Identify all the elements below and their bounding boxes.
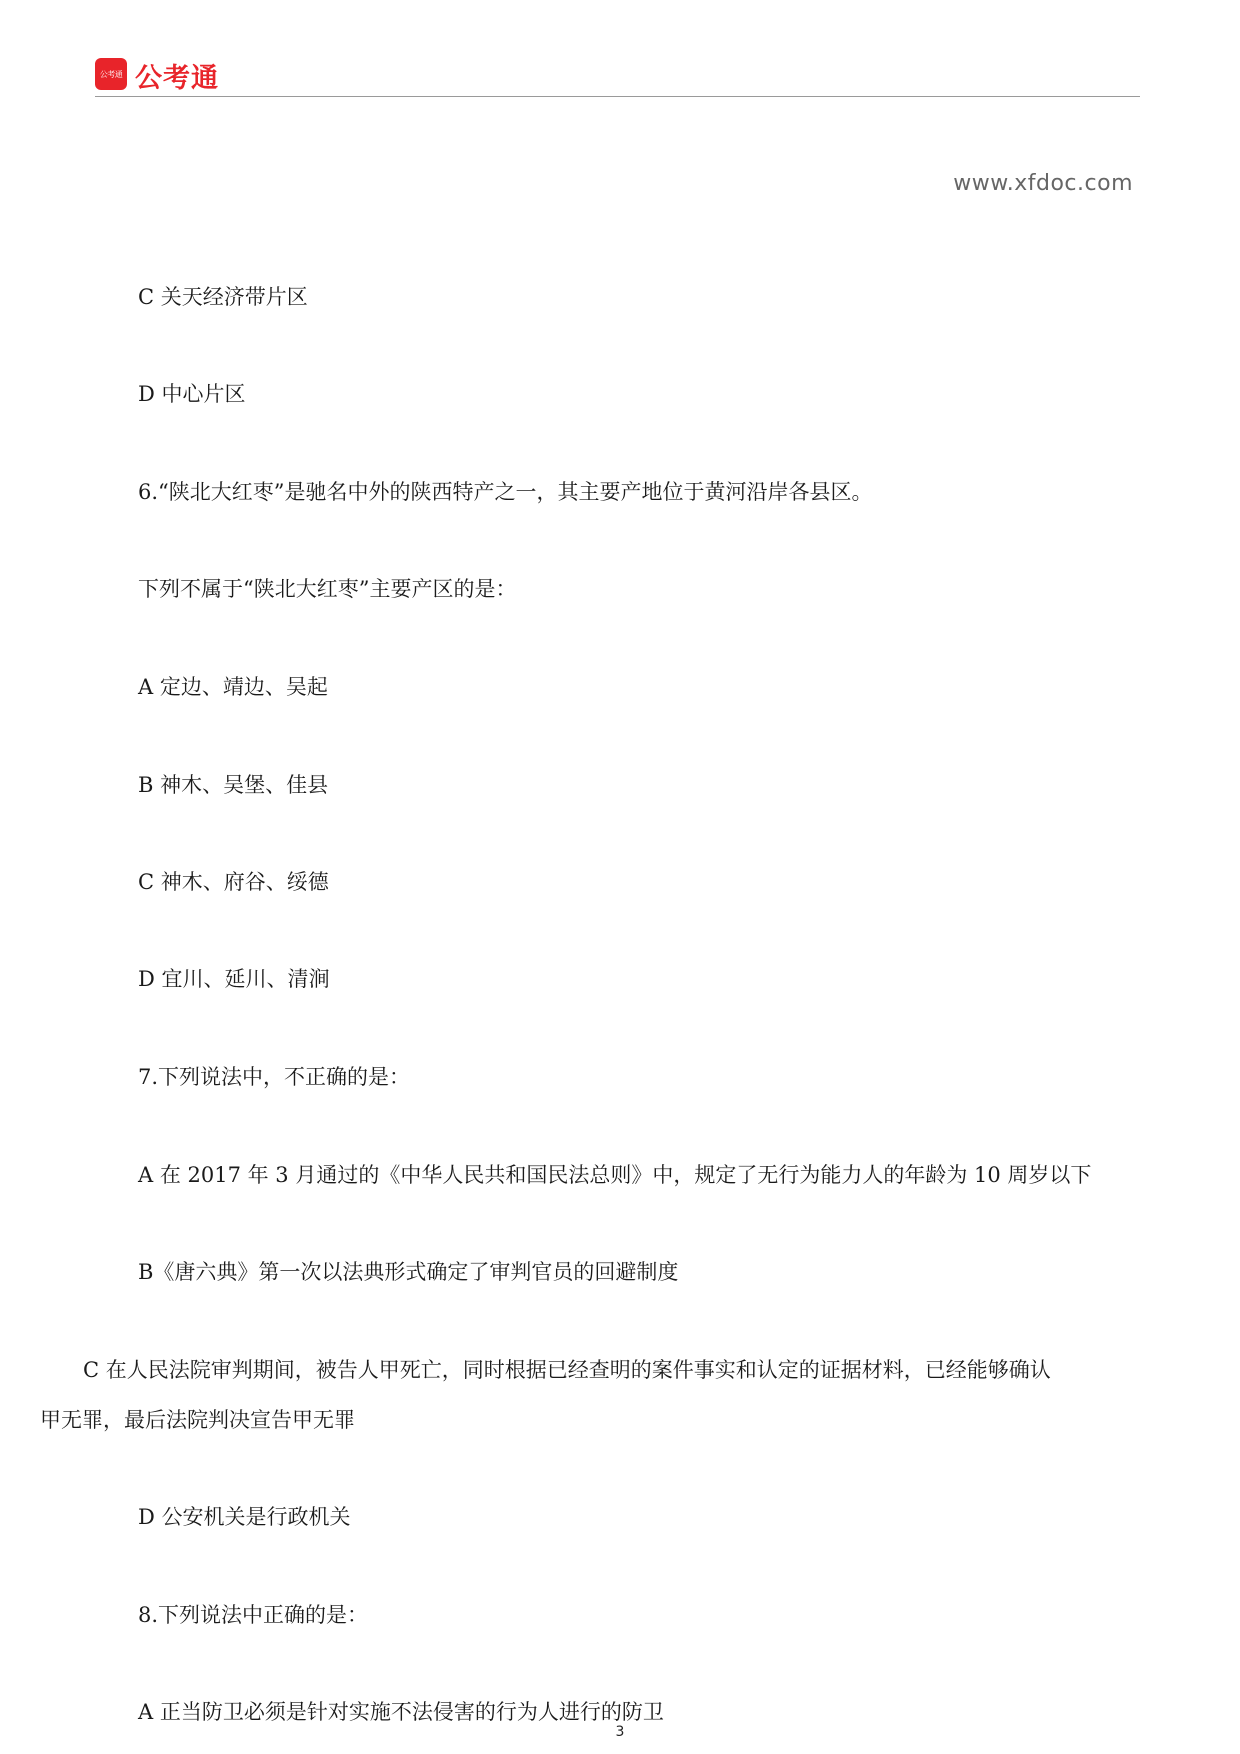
- question-7-stem: 7.下列说法中，不正确的是：: [138, 1065, 411, 1089]
- option-c-q6: C 神木、府谷、绥德: [138, 870, 329, 894]
- option-a-q8: A 正当防卫必须是针对实施不法侵害的行为人进行的防卫: [138, 1700, 664, 1724]
- logo-icon: [95, 58, 127, 90]
- header-divider: [95, 96, 1140, 97]
- option-c-q7-line2: 甲无罪，最后法院判决宣告甲无罪: [40, 1408, 355, 1432]
- option-a-q7: A 在 2017 年 3 月通过的《中华人民共和国民法总则》中，规定了无行为能力人的年龄为 10 周岁以下: [138, 1163, 1092, 1187]
- site-url: www.xfdoc.com: [953, 171, 1133, 196]
- option-c-q7-line1: C 在人民法院审判期间，被告人甲死亡，同时根据已经查明的案件事实和认定的证据材料，已经能够确认: [83, 1358, 1051, 1382]
- option-d-q7: D 公安机关是行政机关: [138, 1505, 351, 1529]
- logo-badge-text: 公考通: [99, 69, 123, 79]
- document-header: [95, 56, 1140, 98]
- option-d-q6: D 宜川、延川、清涧: [138, 967, 330, 991]
- page-number: 3: [615, 1724, 625, 1740]
- question-6-stem: 6.“陕北大红枣”是驰名中外的陕西特产之一，其主要产地位于黄河沿岸各县区。: [138, 480, 873, 504]
- option-b-q6: B 神木、吴堡、佳县: [138, 773, 329, 797]
- option-c-q5: C 关天经济带片区: [138, 285, 308, 309]
- question-8-stem: 8.下列说法中正确的是：: [138, 1603, 369, 1627]
- question-6-prompt: 下列不属于“陕北大红枣”主要产区的是：: [138, 577, 517, 601]
- option-d-q5: D 中心片区: [138, 382, 246, 406]
- option-b-q7: B《唐六典》第一次以法典形式确定了审判官员的回避制度: [138, 1260, 679, 1284]
- option-a-q6: A 定边、靖边、吴起: [138, 675, 328, 699]
- logo-text: 公考通: [135, 63, 219, 94]
